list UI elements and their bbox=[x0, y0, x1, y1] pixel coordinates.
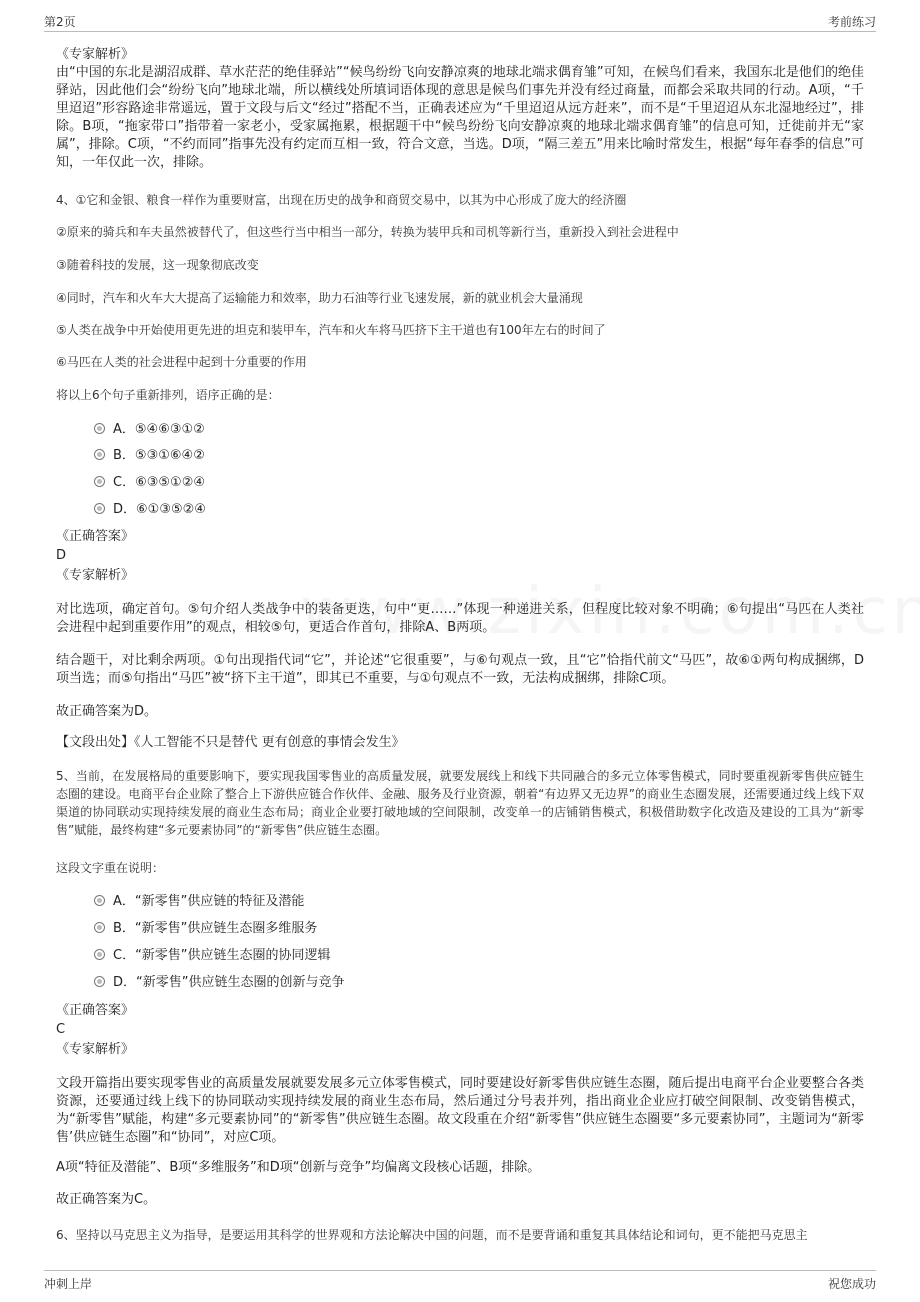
option-label: C．“新零售”供应链生态圈的协同逻辑 bbox=[113, 948, 331, 963]
q4-sentence-6: ⑥马匹在人类的社会进程中起到十分重要的作用 bbox=[56, 355, 307, 369]
q5-option-b[interactable] bbox=[94, 920, 317, 938]
q4-option-b[interactable] bbox=[94, 447, 205, 465]
q5-analysis-p2: A项“特征及潜能”、B项“多维服务”和D项“创新与竞争”均偏离文段核心话题，排除。 bbox=[56, 1160, 541, 1175]
q4-source: 【文段出处】《人工智能不只是替代 更有创意的事情会发生》 bbox=[56, 735, 405, 750]
q4-prompt: 将以上6个句子重新排列，语序正确的是： bbox=[56, 388, 280, 402]
q3-analysis-label: 《专家解析》 bbox=[56, 47, 135, 62]
radio-icon[interactable] bbox=[94, 976, 105, 987]
option-label: B．“新零售”供应链生态圈多维服务 bbox=[113, 921, 318, 936]
page-header bbox=[0, 0, 920, 34]
q4-sentence-3: ③随着科技的发展，这一现象彻底改变 bbox=[56, 258, 259, 272]
option-label: C．⑥③⑤①②④ bbox=[113, 475, 206, 490]
option-label: B．⑤③①⑥④② bbox=[113, 448, 205, 463]
page-footer bbox=[0, 1270, 920, 1302]
q6-stem: 6、坚持以马克思主义为指导，是要运用其科学的世界观和方法论解决中国的问题，而不是要背诵和重复其具体结论和词句，更不能把马克思主 bbox=[56, 1228, 808, 1242]
q4-answer-label: 《正确答案》 bbox=[56, 529, 135, 544]
q4-analysis-p1: 对比选项，确定首句。⑤句介绍人类战争中的装备更迭，句中“更……”体现一种递进关系，但程度比较对象不明确；⑥句提出“马匹在人类社会进程中起到重要作用”的观点，相较⑤句，更适合作首句，排除A、B两项。 bbox=[56, 602, 864, 635]
q4-analysis-p2: 结合题干，对比剩余两项。①句出现指代词“它”，并论述“它很重要”，与⑥句观点一致，且“它”恰指代前文“马匹”，故⑥①两句构成捆绑，D项当选；而⑤句指出“马匹”被“挤下主干道”，即其已不重要，与①句观点不一致，无法构成捆绑，排除C项。 bbox=[56, 653, 864, 686]
footer-divider bbox=[44, 1270, 876, 1271]
q5-prompt: 这段文字重在说明： bbox=[56, 861, 165, 875]
page-number: 第2页 bbox=[44, 15, 76, 29]
footer-left: 冲刺上岸 bbox=[44, 1277, 93, 1291]
q4-sentence-5: ⑤人类在战争中开始使用更先进的坦克和装甲车，汽车和火车将马匹挤下主干道也有100年左右的时间了 bbox=[56, 323, 606, 337]
q4-option-c[interactable] bbox=[94, 474, 205, 492]
option-label: A．⑤④⑥③①② bbox=[113, 422, 205, 437]
radio-icon[interactable] bbox=[94, 503, 105, 514]
radio-icon[interactable] bbox=[94, 922, 105, 933]
q4-sentence-1: 4、①它和金银、粮食一样作为重要财富，出现在历史的战争和商贸交易中，以其为中心形成了庞大的经济圈 bbox=[56, 193, 627, 207]
q5-answer: C bbox=[56, 1022, 66, 1037]
option-label: D．⑥①③⑤②④ bbox=[113, 502, 206, 517]
q5-option-c[interactable] bbox=[94, 947, 331, 965]
option-label: A．“新零售”供应链的特征及潜能 bbox=[113, 894, 305, 909]
q5-analysis-p3: 故正确答案为C。 bbox=[56, 1192, 157, 1207]
radio-icon[interactable] bbox=[94, 449, 105, 460]
radio-icon[interactable] bbox=[94, 895, 105, 906]
q4-analysis-p3: 故正确答案为D。 bbox=[56, 704, 158, 719]
q4-option-d[interactable] bbox=[94, 501, 206, 519]
q5-analysis-p1: 文段开篇指出要实现零售业的高质量发展就要发展多元立体零售模式，同时要建设好新零售供应链生态圈，随后提出电商平台企业要整合各类资源，还要通过线上线下的协同联动实现持续发展的商业生态布局，然后通过分号表并列，指出商业企业应打破空间限制、改变销售模式，为“新零售”赋能，构建“多元要素协同”的“新零售”供应链生态圈。故文段重在介绍“新零售”供应链生态圈要“多元要素协同”，主题词为“新零售’供应链生态圈”和“协同”，对应C项。 bbox=[56, 1076, 864, 1145]
radio-icon[interactable] bbox=[94, 949, 105, 960]
q3-analysis-text: 由“中国的东北是湖沼成群、草水茫茫的绝佳驿站”“候鸟纷纷飞向安静凉爽的地球北端求偶育雏”可知，在候鸟们看来，我国东北是他们的绝佳驿站，因此他们会“纷纷飞向”地球北端，所以横线处所填词语体现的意思是候鸟们事先并没有经过商量，而都会采取共同的行动。A项，“千里迢迢”形容路途非常遥远，置于文段与后文“经过”搭配不当，正确表述应为“千里迢迢从远方赶来”，而不是“千里迢迢从东北湿地经过”，排除。B项，“拖家带口”指带着一家老小，受家属拖累，根据题干中“候鸟纷纷飞向安静凉爽的地球北端求偶育雏”的信息可知，迁徙前并无“家属”，排除。C项，“不约而同”指事先没有约定而互相一致，符合文意，当选。D项，“隔三差五”用来比喻时常发生，根据“每年春季的信息”可知，一年仅此一次，排除。 bbox=[56, 65, 864, 170]
header-title: 考前练习 bbox=[827, 15, 876, 29]
q4-option-a[interactable] bbox=[94, 421, 205, 439]
q4-answer: D bbox=[56, 548, 67, 563]
radio-icon[interactable] bbox=[94, 476, 105, 487]
q5-option-a[interactable] bbox=[94, 893, 304, 911]
footer-right: 祝您成功 bbox=[827, 1277, 876, 1291]
radio-icon[interactable] bbox=[94, 423, 105, 434]
q4-sentence-2: ②原来的骑兵和车夫虽然被替代了，但这些行当中相当一部分，转换为装甲兵和司机等新行当，重新投入到社会进程中 bbox=[56, 225, 679, 239]
q4-analysis-label: 《专家解析》 bbox=[56, 568, 135, 583]
option-label: D．“新零售”供应链生态圈的创新与竞争 bbox=[113, 975, 345, 990]
q5-option-d[interactable] bbox=[94, 974, 344, 992]
header-divider bbox=[44, 31, 876, 32]
q4-sentence-4: ④同时，汽车和火车大大提高了运输能力和效率，助力石油等行业飞速发展，新的就业机会大量涌现 bbox=[56, 291, 583, 305]
q5-answer-label: 《正确答案》 bbox=[56, 1003, 135, 1018]
q5-stem: 5、当前，在发展格局的重要影响下，要实现我国零售业的高质量发展，就要发展线上和线下共同融合的多元立体零售模式，同时要重视新零售供应链生态圈的建设。电商平台企业除了整合上下游供应链合作伙伴、金融、服务及行业资源，朝着“有边界又无边界”的商业生态圈发展，还需要通过线上线下双渠道的协同联动实现持续发展的商业生态布局；商业企业要打破地域的空间限制，改变单一的店铺销售模式，积极借助数字化改造及建设的工具为“新零售”赋能，最终构建“多元要素协同”的“新零售”供应链生态圈。 bbox=[56, 769, 864, 837]
q5-analysis-label: 《专家解析》 bbox=[56, 1042, 135, 1057]
